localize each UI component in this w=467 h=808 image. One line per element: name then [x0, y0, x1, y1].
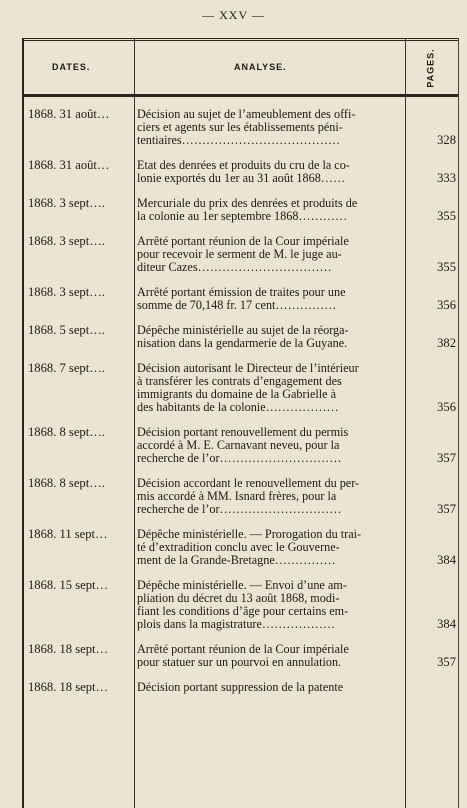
entry-analyse-line: Décision portant suppression de la patente	[137, 681, 344, 694]
entry-analyse-line: fiant les conditions d’âge pour certains em-	[137, 605, 349, 618]
entry-page-number: 357	[437, 502, 456, 516]
entry-analyse-line: ciers et agents sur les établissements péni-	[137, 121, 343, 134]
list-item	[24, 362, 458, 414]
entry-analyse	[137, 197, 401, 223]
entry-date: 1868. 18 sept…	[28, 681, 109, 694]
entry-date: 1868. 31 août…	[28, 108, 110, 121]
top-rule	[24, 38, 458, 41]
entry-page-number: 328	[437, 133, 456, 147]
list-item	[24, 286, 458, 312]
entry-analyse-line: la colonie au 1er septembre 1868…………	[137, 210, 348, 223]
entry-analyse	[137, 286, 401, 312]
entry-date: 1868. 15 sept…	[28, 579, 109, 592]
entry-analyse-line: Dépêche ministérielle au sujet de la réorga-	[137, 324, 349, 337]
entry-date: 1868. 11 sept…	[28, 528, 108, 541]
entry-analyse-line: pliation du décret du 13 août 1868, modi-	[137, 592, 340, 605]
entry-analyse-line: recherche de l’or…………………………	[137, 503, 342, 516]
entry-page-number: 356	[437, 400, 456, 414]
entry-analyse-line: Décision portant renouvellement du permis	[137, 426, 349, 439]
entry-analyse-line: lonie exportés du 1er au 31 août 1868……	[137, 172, 346, 185]
entry-page-number: 333	[437, 171, 456, 185]
list-item	[24, 528, 458, 567]
entry-analyse	[137, 579, 401, 631]
entry-analyse	[137, 477, 401, 516]
list-item	[24, 477, 458, 516]
entry-analyse-line: tentiaires…………………………………	[137, 134, 341, 147]
entry-page-number: 384	[437, 553, 456, 567]
entry-analyse-line: somme de 70,148 fr. 17 cent……………	[137, 299, 337, 312]
entry-analyse-line: Arrêté portant émission de traites pour une	[137, 286, 346, 299]
entry-date: 1868. 5 sept….	[28, 324, 105, 337]
entry-analyse-line: Décision au sujet de l’ameublement des offi-	[137, 108, 356, 121]
list-item	[24, 324, 458, 350]
entry-analyse-line: diteur Cazes……………………………	[137, 261, 332, 274]
entry-analyse-line: accordé à M. E. Carnavant neveu, pour la	[137, 439, 340, 452]
entry-analyse-line: Dépêche ministérielle. — Envoi d’une am-	[137, 579, 347, 592]
entry-date: 1868. 3 sept….	[28, 235, 105, 248]
entry-page-number: 357	[437, 451, 456, 465]
entry-date: 1868. 7 sept….	[28, 362, 105, 375]
entry-analyse-line: Décision accordant le renouvellement du per-	[137, 477, 360, 490]
list-item	[24, 108, 458, 147]
entry-analyse-line: Mercuriale du prix des denrées et produits de	[137, 197, 358, 210]
entry-date: 1868. 3 sept….	[28, 197, 105, 210]
entry-page-number: 355	[437, 209, 456, 223]
entry-analyse	[137, 235, 401, 274]
entry-page-number: 356	[437, 298, 456, 312]
entry-analyse	[137, 108, 401, 147]
list-item	[24, 159, 458, 185]
entry-analyse	[137, 643, 401, 669]
entry-analyse-line: Arrêté portant réunion de la Cour impériale	[137, 643, 349, 656]
entry-analyse-line: pour recevoir le serment de M. le juge au-	[137, 248, 342, 261]
entry-analyse	[137, 159, 401, 185]
entry-date: 1868. 3 sept….	[28, 286, 105, 299]
entry-analyse-line: immigrants du domaine de la Gabrielle à	[137, 388, 336, 401]
header-rule	[24, 94, 458, 97]
entry-analyse-line: Arrêté portant réunion de la Cour impériale	[137, 235, 349, 248]
entry-analyse	[137, 681, 401, 694]
entry-analyse-line: plois dans la magistrature………………	[137, 618, 336, 631]
entry-page-number: 382	[437, 336, 456, 350]
list-item	[24, 197, 458, 223]
entry-analyse-line: nisation dans la gendarmerie de la Guyane.	[137, 337, 348, 350]
list-item	[24, 681, 458, 694]
entry-analyse-line: Dépêche ministérielle. — Prorogation du trai-	[137, 528, 362, 541]
column-header-analyse: ANALYSE.	[234, 62, 287, 72]
entry-analyse-line: recherche de l’or…………………………	[137, 452, 342, 465]
column-header-pages	[405, 44, 457, 92]
entry-page-number: 357	[437, 655, 456, 669]
entry-date: 1868. 31 août…	[28, 159, 110, 172]
entry-date: 1868. 8 sept….	[28, 477, 105, 490]
entry-analyse	[137, 324, 401, 350]
entry-analyse-line: à transférer les contrats d’engagement des	[137, 375, 342, 388]
entry-analyse	[137, 528, 401, 567]
list-item	[24, 643, 458, 669]
list-item	[24, 426, 458, 465]
column-header-pages-label: PAGES.	[426, 48, 436, 88]
entry-date: 1868. 18 sept…	[28, 643, 109, 656]
column-header-dates: DATES.	[52, 62, 91, 72]
entry-analyse-line: té d’extradition conclu avec le Gouverne-	[137, 541, 340, 554]
entry-analyse-line: pour statuer sur un pourvoi en annulation.	[137, 656, 342, 669]
entries-list	[24, 108, 458, 706]
entry-analyse-line: Décision autorisant le Directeur de l’intérieur	[137, 362, 359, 375]
entry-page-number: 355	[437, 260, 456, 274]
entry-analyse-line: des habitants de la colonie………………	[137, 401, 339, 414]
page-header: — XXV —	[202, 8, 265, 22]
entry-analyse-line: ment de la Grande-Bretagne……………	[137, 554, 336, 567]
entry-analyse-line: Etat des denrées et produits du cru de la co-	[137, 159, 350, 172]
entry-analyse	[137, 426, 401, 465]
entry-analyse-line: mis accordé à MM. Isnard frères, pour la	[137, 490, 337, 503]
list-item	[24, 579, 458, 631]
entry-page-number: 384	[437, 617, 456, 631]
list-item	[24, 235, 458, 274]
table-frame	[22, 38, 459, 808]
entry-analyse	[137, 362, 401, 414]
entry-date: 1868. 8 sept….	[28, 426, 105, 439]
